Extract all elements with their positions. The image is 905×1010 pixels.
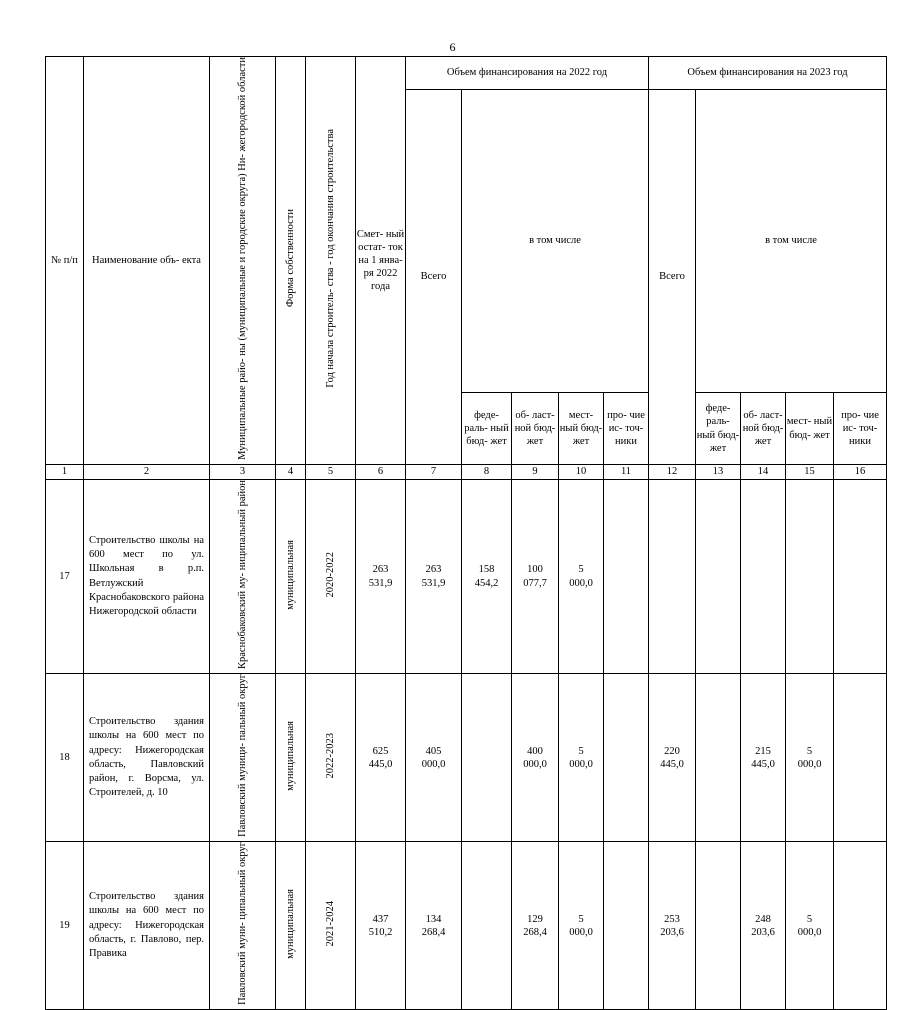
years-text: 2022-2023	[324, 732, 336, 779]
col-number: 6	[356, 465, 406, 480]
municipality-text: Павловский муни- ципальный округ	[236, 842, 248, 1006]
header-name: Наименование объ- екта	[84, 57, 210, 465]
header-years-text: Год начала строитель- ства - год окончания строительства	[324, 129, 336, 388]
row-number: 17	[46, 480, 84, 674]
header-ownership	[276, 57, 306, 465]
estimate-value: 263 531,9	[356, 480, 406, 674]
ownership-text: муниципальная	[284, 539, 296, 610]
header-local-2022: мест- ный бюд- жет	[559, 393, 604, 465]
header-years	[306, 57, 356, 465]
ownership-text: муниципальная	[284, 888, 296, 959]
header-municipality-text: Муниципальные райо- ны (муниципальные и городские округа) Ни- жегородской области	[236, 57, 248, 460]
estimate-value: 625 445,0	[356, 674, 406, 842]
municipality-text: Краснобаковский му- ниципальный район	[236, 480, 248, 670]
header-municipality	[210, 57, 276, 465]
estimate-value: 437 510,2	[356, 842, 406, 1010]
total-2023: 253 203,6	[649, 842, 696, 1010]
col-number: 11	[604, 465, 649, 480]
page-number: 6	[449, 40, 456, 54]
financing-table	[45, 56, 887, 1010]
header-estimate: Смет- ный остат- ток на 1 янва- ря 2022 года	[356, 57, 406, 465]
col-number: 3	[210, 465, 276, 480]
object-name: Строительство школы на 600 мест по ул. Школьная в р.п. Ветлужский Краснобаковского района Нижегородской области	[84, 480, 210, 674]
total-2023	[649, 480, 696, 674]
years-cell	[306, 674, 356, 842]
header-n: № п/п	[46, 57, 84, 465]
header-local-2023: мест- ный бюд- жет	[786, 393, 834, 465]
column-numbers-row	[46, 465, 887, 480]
local-2023: 5 000,0	[786, 842, 834, 1010]
total-2022: 263 531,9	[406, 480, 462, 674]
row-number: 18	[46, 674, 84, 842]
federal-2023	[696, 674, 741, 842]
col-number: 16	[834, 465, 887, 480]
table-row	[46, 674, 887, 842]
col-number: 12	[649, 465, 696, 480]
federal-2022	[462, 842, 512, 1010]
local-2023: 5 000,0	[786, 674, 834, 842]
federal-2022	[462, 674, 512, 842]
col-number: 4	[276, 465, 306, 480]
years-cell	[306, 480, 356, 674]
col-number: 15	[786, 465, 834, 480]
table-row	[46, 842, 887, 1010]
local-2023	[786, 480, 834, 674]
regional-2023	[741, 480, 786, 674]
federal-2023	[696, 480, 741, 674]
ownership-text: муниципальная	[284, 720, 296, 791]
regional-2022: 129 268,4	[512, 842, 559, 1010]
municipality-cell	[210, 674, 276, 842]
federal-2023	[696, 842, 741, 1010]
other-2022	[604, 480, 649, 674]
header-including-2023: в том числе	[696, 90, 887, 393]
total-2023: 220 445,0	[649, 674, 696, 842]
ownership-cell	[276, 842, 306, 1010]
local-2022: 5 000,0	[559, 842, 604, 1010]
other-2023	[834, 674, 887, 842]
col-number: 7	[406, 465, 462, 480]
object-name: Строительство здания школы на 600 мест по адресу: Нижегородская область, г. Павлово, пер. Правика	[84, 842, 210, 1010]
col-number: 1	[46, 465, 84, 480]
years-text: 2021-2024	[324, 900, 336, 947]
regional-2023: 215 445,0	[741, 674, 786, 842]
header-federal-2022: феде- раль- ный бюд- жет	[462, 393, 512, 465]
header-federal-2023: феде- раль- ный бюд- жет	[696, 393, 741, 465]
ownership-cell	[276, 674, 306, 842]
header-ownership-text: Форма собственности	[284, 209, 296, 308]
header-fin2022: Объем финансирования на 2022 год	[406, 57, 649, 90]
regional-2022: 400 000,0	[512, 674, 559, 842]
col-number: 2	[84, 465, 210, 480]
municipality-cell	[210, 480, 276, 674]
col-number: 14	[741, 465, 786, 480]
other-2022	[604, 842, 649, 1010]
header-regional-2022: об- ласт- ной бюд- жет	[512, 393, 559, 465]
years-cell	[306, 842, 356, 1010]
header-including-2022: в том числе	[462, 90, 649, 393]
other-2023	[834, 842, 887, 1010]
total-2022: 405 000,0	[406, 674, 462, 842]
local-2022: 5 000,0	[559, 480, 604, 674]
object-name: Строительство здания школы на 600 мест по адресу: Нижегородская область, Павловский район, г. Ворсма, ул. Строителей, д. 10	[84, 674, 210, 842]
local-2022: 5 000,0	[559, 674, 604, 842]
total-2022: 134 268,4	[406, 842, 462, 1010]
header-total-2022: Всего	[406, 90, 462, 465]
table-row	[46, 480, 887, 674]
municipality-cell	[210, 842, 276, 1010]
col-number: 10	[559, 465, 604, 480]
header-other-2023: про- чие ис- точ- ники	[834, 393, 887, 465]
other-2023	[834, 480, 887, 674]
regional-2023: 248 203,6	[741, 842, 786, 1010]
header-fin2023: Объем финансирования на 2023 год	[649, 57, 887, 90]
years-text: 2020-2022	[324, 551, 336, 598]
header-other-2022: про- чие ис- точ- ники	[604, 393, 649, 465]
regional-2022: 100 077,7	[512, 480, 559, 674]
ownership-cell	[276, 480, 306, 674]
col-number: 8	[462, 465, 512, 480]
col-number: 9	[512, 465, 559, 480]
header-total-2023: Всего	[649, 90, 696, 465]
col-number: 5	[306, 465, 356, 480]
row-number: 19	[46, 842, 84, 1010]
federal-2022: 158 454,2	[462, 480, 512, 674]
col-number: 13	[696, 465, 741, 480]
header-regional-2023: об- ласт- ной бюд- жет	[741, 393, 786, 465]
other-2022	[604, 674, 649, 842]
municipality-text: Павловский муници- пальный округ	[236, 674, 248, 838]
